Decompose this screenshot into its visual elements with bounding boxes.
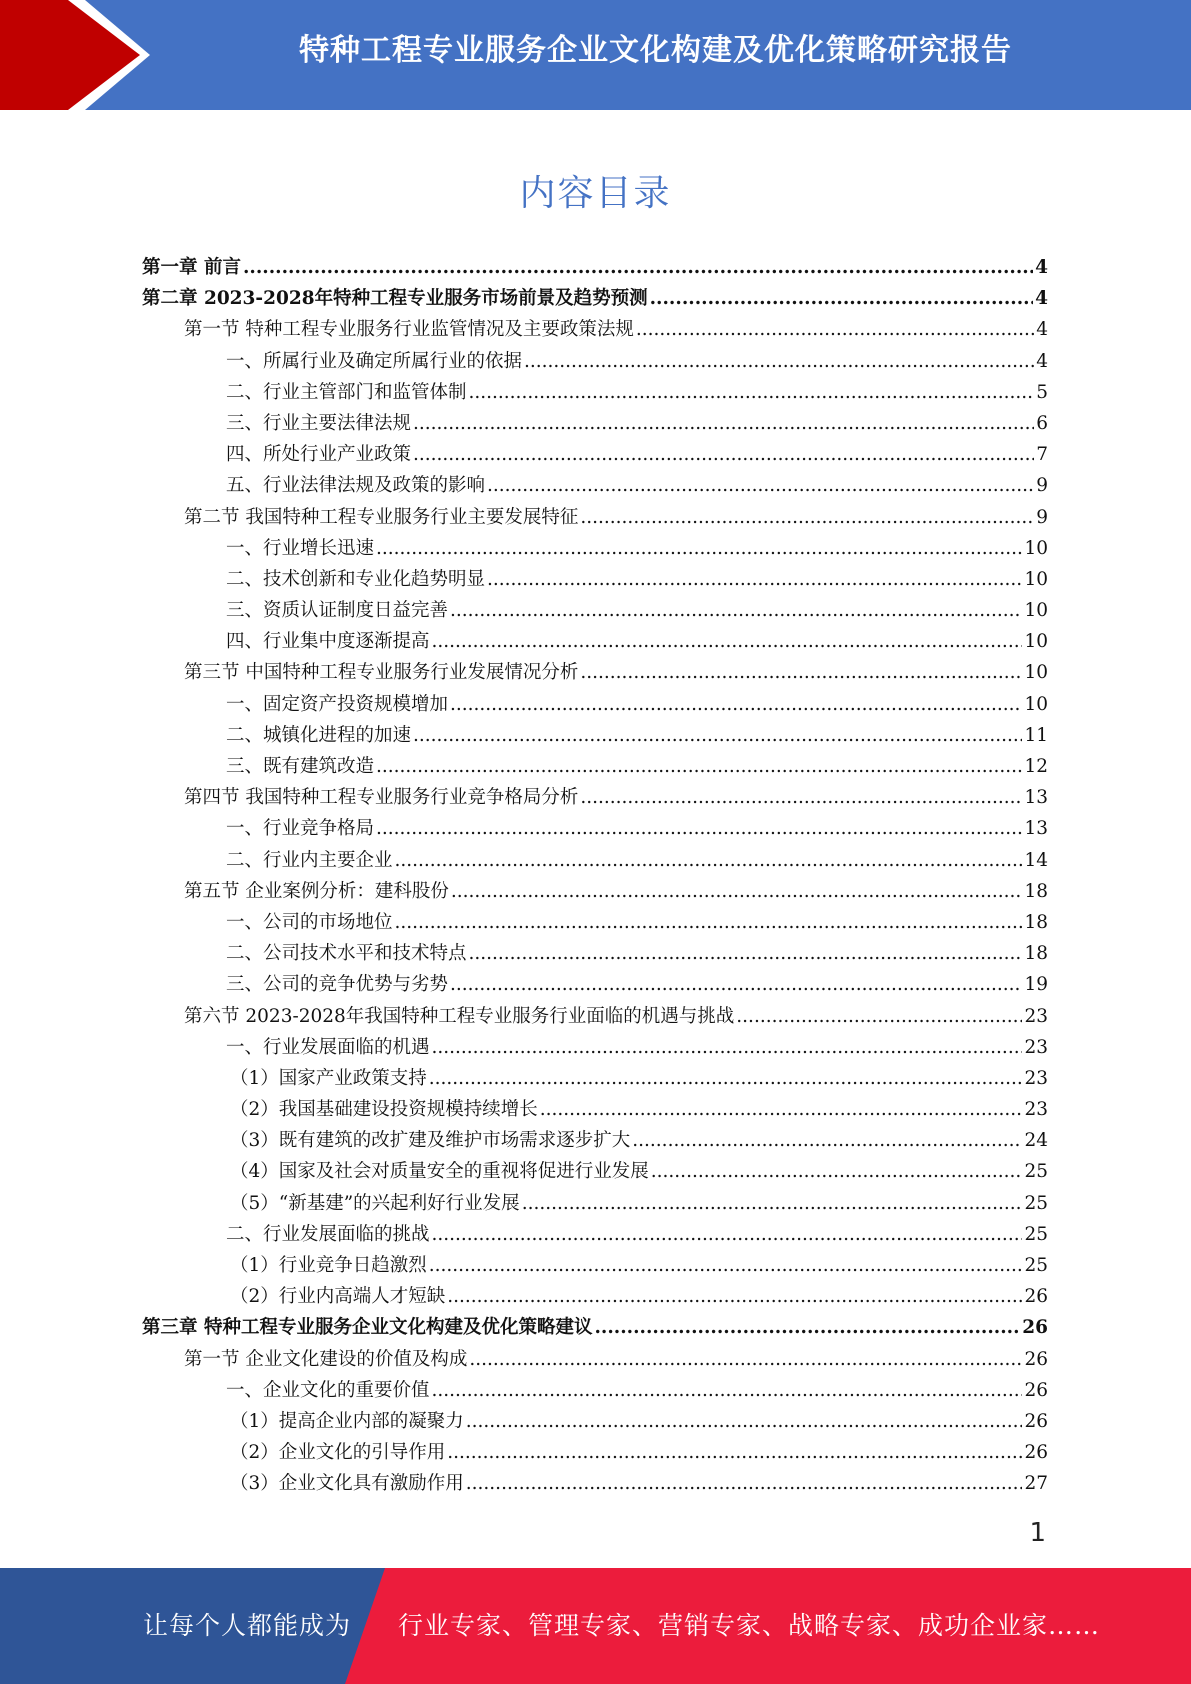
footer-slogan-right: 行业专家、管理专家、营销专家、战略专家、成功企业家…… — [398, 1611, 1101, 1640]
toc-leader-dots — [580, 507, 1034, 528]
toc-entry-page: 10 — [1024, 537, 1048, 559]
toc-entry-page: 12 — [1024, 756, 1048, 777]
toc-entry[interactable] — [142, 503, 1048, 534]
toc-leader-dots — [376, 756, 1022, 777]
header-banner — [0, 0, 1191, 110]
toc-entry[interactable] — [142, 1002, 1048, 1033]
toc-entry[interactable] — [142, 939, 1048, 970]
toc-entry-title: 第一节 企业文化建设的价值及构成 — [184, 1348, 468, 1370]
toc-entry[interactable] — [142, 752, 1048, 783]
toc-entry[interactable] — [142, 1033, 1048, 1064]
toc-leader-dots — [429, 1068, 1023, 1089]
toc-leader-dots — [580, 787, 1022, 808]
toc-entry[interactable] — [142, 1469, 1048, 1500]
toc-entry-page: 9 — [1036, 506, 1048, 528]
toc-entry-title: 二、行业发展面临的挑战 — [226, 1223, 430, 1245]
toc-entry[interactable] — [142, 378, 1048, 409]
report-title: 特种工程专业服务企业文化构建及优化策略研究报告 — [299, 33, 1012, 68]
toc-entry[interactable] — [142, 877, 1048, 908]
toc-entry-page: 13 — [1024, 787, 1048, 809]
toc-leader-dots — [395, 850, 1023, 871]
toc-entry[interactable] — [142, 1407, 1048, 1438]
toc-entry-page: 26 — [1024, 1379, 1048, 1401]
toc-entry-page: 19 — [1024, 974, 1048, 996]
toc-entry-page: 10 — [1024, 568, 1048, 590]
toc-entry-title: 一、所属行业及确定所属行业的依据 — [226, 350, 523, 372]
toc-entry-title: 第二章 2023-2028年特种工程专业服务市场前景及趋势预测 — [142, 288, 648, 310]
toc-entry-title: 二、行业内主要企业 — [226, 849, 393, 871]
toc-heading: 内容目录 — [519, 173, 672, 214]
toc-entry[interactable] — [142, 690, 1048, 721]
toc-entry[interactable] — [142, 565, 1048, 596]
toc-entry-title: （2）企业文化的引导作用 — [230, 1442, 446, 1464]
toc-entry-title: （3）企业文化具有激励作用 — [230, 1473, 464, 1495]
toc-leader-dots — [522, 1193, 1023, 1214]
toc-entry[interactable] — [142, 1313, 1048, 1344]
toc-entry-title: （2）行业内高端人才短缺 — [230, 1286, 446, 1308]
toc-leader-dots — [450, 974, 1022, 995]
toc-entry-title: （3）既有建筑的改扩建及维护市场需求逐步扩大 — [230, 1130, 631, 1152]
toc-leader-dots — [540, 1099, 1023, 1120]
toc-entry-page: 26 — [1024, 1348, 1048, 1370]
toc-entry-page: 23 — [1024, 1067, 1048, 1089]
toc-entry-page: 10 — [1024, 631, 1048, 653]
toc-entry[interactable] — [142, 347, 1048, 378]
toc-entry[interactable] — [142, 1064, 1048, 1095]
toc-entry-title: （2）我国基础建设投资规模持续增长 — [230, 1099, 538, 1121]
toc-entry-title: 二、公司技术水平和技术特点 — [226, 943, 467, 965]
toc-entry[interactable] — [142, 253, 1048, 284]
toc-entry-page: 11 — [1024, 724, 1048, 746]
toc-entry-page: 14 — [1024, 849, 1048, 871]
toc-entry[interactable] — [142, 846, 1048, 877]
toc-entry-page: 9 — [1036, 475, 1048, 497]
toc-entry-page: 27 — [1024, 1473, 1048, 1495]
toc-entry-title: 三、公司的竞争优势与劣势 — [226, 974, 449, 996]
toc-entry-title: 一、行业发展面临的机遇 — [226, 1036, 430, 1058]
toc-leader-dots — [487, 475, 1034, 496]
toc-entry[interactable] — [142, 1095, 1048, 1126]
toc-entry-title: 一、行业增长迅速 — [226, 537, 375, 559]
toc-entry-title: 二、城镇化进程的加速 — [226, 724, 412, 746]
toc-leader-dots — [376, 818, 1022, 839]
toc-entry-title: 一、固定资产投资规模增加 — [226, 693, 449, 715]
toc-entry[interactable] — [142, 1282, 1048, 1313]
toc-entry-page: 25 — [1024, 1192, 1048, 1214]
toc-leader-dots — [450, 694, 1022, 715]
toc-leader-dots — [594, 1317, 1020, 1338]
toc-leader-dots — [650, 288, 1034, 309]
toc-entry-title: 第三节 中国特种工程专业服务行业发展情况分析 — [184, 662, 579, 684]
toc-leader-dots — [469, 943, 1023, 964]
toc-leader-dots — [736, 1006, 1022, 1027]
toc-entry[interactable] — [142, 471, 1048, 502]
toc-entry-page: 18 — [1024, 943, 1048, 965]
toc-entry-page: 10 — [1024, 662, 1048, 684]
toc-entry[interactable] — [142, 721, 1048, 752]
toc-entry-title: （1）提高企业内部的凝聚力 — [230, 1410, 464, 1432]
toc-leader-dots — [651, 1161, 1023, 1182]
toc-entry-title: 二、技术创新和专业化趋势明显 — [226, 568, 486, 590]
toc-entry-page: 18 — [1024, 911, 1048, 933]
toc-leader-dots — [413, 725, 1022, 746]
toc-leader-dots — [447, 1442, 1022, 1463]
page-number: 1 — [1029, 1518, 1046, 1548]
toc-entry[interactable] — [142, 440, 1048, 471]
toc-leader-dots — [632, 1130, 1022, 1151]
table-of-contents — [142, 253, 1048, 1501]
toc-entry-page: 4 — [1036, 319, 1048, 341]
toc-entry-title: 二、行业主管部门和监管体制 — [226, 381, 467, 403]
toc-entry-title: （5）“新基建”的兴起利好行业发展 — [230, 1192, 520, 1214]
toc-entry[interactable] — [142, 658, 1048, 689]
toc-entry-page: 13 — [1024, 818, 1048, 840]
toc-entry[interactable] — [142, 783, 1048, 814]
toc-leader-dots — [413, 444, 1034, 465]
toc-leader-dots — [466, 1473, 1023, 1494]
toc-leader-dots — [413, 413, 1034, 434]
toc-entry-title: 三、行业主要法律法规 — [226, 412, 412, 434]
toc-entry-title: 第一节 特种工程专业服务行业监管情况及主要政策法规 — [184, 319, 634, 341]
toc-entry[interactable] — [142, 409, 1048, 440]
toc-leader-dots — [466, 1411, 1023, 1432]
toc-leader-dots — [524, 351, 1034, 372]
toc-entry-page: 25 — [1024, 1223, 1048, 1245]
toc-entry-page: 18 — [1024, 880, 1048, 902]
toc-entry-title: 第一章 前言 — [142, 257, 241, 278]
toc-entry[interactable] — [142, 315, 1048, 346]
toc-entry-title: 第六节 2023-2028年我国特种工程专业服务行业面临的机遇与挑战 — [184, 1005, 735, 1027]
toc-entry[interactable] — [142, 1438, 1048, 1469]
toc-entry-page: 5 — [1036, 381, 1048, 403]
toc-entry[interactable] — [142, 908, 1048, 939]
toc-leader-dots — [469, 382, 1035, 403]
toc-leader-dots — [376, 538, 1022, 559]
toc-entry-page: 10 — [1024, 693, 1048, 715]
toc-entry[interactable] — [142, 970, 1048, 1001]
toc-entry-title: 四、所处行业产业政策 — [226, 444, 412, 466]
toc-leader-dots — [487, 569, 1022, 590]
toc-entry-title: 第五节 企业案例分析：建科股份 — [184, 880, 449, 902]
toc-entry-page: 4 — [1035, 288, 1048, 310]
toc-leader-dots — [432, 1224, 1023, 1245]
toc-entry-page: 7 — [1036, 444, 1048, 466]
toc-entry-title: 第二节 我国特种工程专业服务行业主要发展特征 — [184, 506, 579, 528]
toc-entry[interactable] — [142, 1157, 1048, 1188]
toc-leader-dots — [429, 1255, 1023, 1276]
toc-leader-dots — [636, 319, 1034, 340]
toc-entry-page: 6 — [1036, 412, 1048, 434]
toc-entry-title: 第三章 特种工程专业服务企业文化构建及优化策略建议 — [142, 1317, 593, 1339]
toc-entry[interactable] — [142, 627, 1048, 658]
toc-leader-dots — [432, 1380, 1023, 1401]
toc-entry-page: 24 — [1024, 1130, 1048, 1152]
toc-entry[interactable] — [142, 1189, 1048, 1220]
toc-entry-page: 23 — [1024, 1005, 1048, 1027]
toc-entry-page: 26 — [1024, 1410, 1048, 1432]
toc-entry-title: 三、资质认证制度日益完善 — [226, 600, 449, 622]
toc-leader-dots — [447, 1286, 1022, 1307]
toc-leader-dots — [450, 600, 1022, 621]
toc-entry-page: 26 — [1024, 1442, 1048, 1464]
toc-entry-page: 25 — [1024, 1161, 1048, 1183]
toc-entry-page: 4 — [1036, 350, 1048, 372]
toc-entry-title: （4）国家及社会对质量安全的重视将促进行业发展 — [230, 1161, 649, 1183]
toc-entry-page: 26 — [1024, 1286, 1048, 1308]
toc-entry[interactable] — [142, 534, 1048, 565]
toc-leader-dots — [580, 662, 1022, 683]
toc-leader-dots — [469, 1349, 1022, 1370]
toc-entry[interactable] — [142, 1376, 1048, 1407]
toc-entry-title: （1）行业竞争日趋激烈 — [230, 1255, 427, 1276]
toc-leader-dots — [432, 631, 1023, 652]
toc-entry[interactable] — [142, 1220, 1048, 1251]
toc-entry[interactable] — [142, 814, 1048, 845]
toc-entry[interactable] — [142, 1345, 1048, 1376]
footer-slogan-left: 让每个人都能成为 — [143, 1611, 352, 1640]
toc-entry-title: 五、行业法律法规及政策的影响 — [226, 475, 486, 497]
toc-entry-page: 23 — [1024, 1036, 1048, 1058]
toc-entry-title: 一、行业竞争格局 — [226, 818, 375, 840]
toc-entry-page: 26 — [1022, 1317, 1048, 1339]
footer-banner — [0, 1568, 1191, 1684]
toc-leader-dots — [395, 912, 1023, 933]
toc-entry-title: 四、行业集中度逐渐提高 — [226, 631, 430, 653]
toc-leader-dots — [451, 881, 1023, 902]
chevron-arrow-icon — [0, 0, 140, 110]
toc-entry-title: （1）国家产业政策支持 — [230, 1067, 427, 1089]
toc-entry-page: 23 — [1024, 1099, 1048, 1121]
toc-entry-page: 4 — [1035, 257, 1048, 278]
toc-leader-dots — [432, 1037, 1023, 1058]
toc-entry-title: 第四节 我国特种工程专业服务行业竞争格局分析 — [184, 787, 579, 809]
toc-entry[interactable] — [142, 1126, 1048, 1157]
toc-entry-page: 10 — [1024, 600, 1048, 622]
toc-entry-page: 25 — [1024, 1255, 1048, 1276]
toc-entry-title: 一、企业文化的重要价值 — [226, 1379, 430, 1401]
toc-entry-title: 一、公司的市场地位 — [226, 911, 393, 933]
toc-leader-dots — [243, 257, 1033, 278]
toc-entry-title: 三、既有建筑改造 — [226, 756, 375, 777]
toc-entry[interactable] — [142, 596, 1048, 627]
toc-entry[interactable] — [142, 1251, 1048, 1282]
toc-entry[interactable] — [142, 284, 1048, 315]
